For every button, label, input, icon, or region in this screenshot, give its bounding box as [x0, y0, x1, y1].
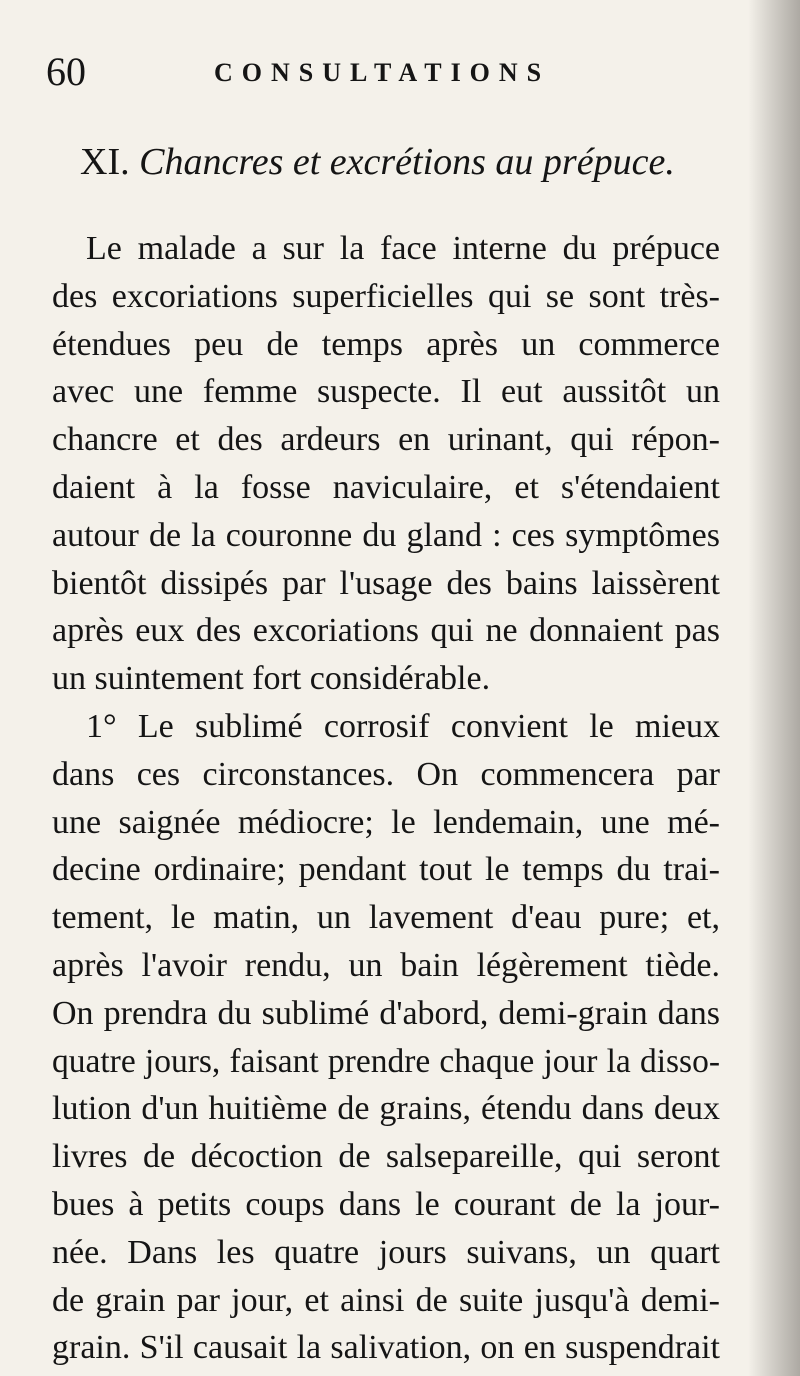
text-line: après l'avoir rendu, un bain légèrement tiède.	[52, 946, 720, 984]
page-header	[46, 44, 726, 100]
text-line: On prendra du sublimé d'abord, demi-grain dans	[52, 994, 720, 1032]
text-line: des excoriations superficielles qui se sont très-	[52, 277, 720, 315]
text-line: autour de la couronne du gland : ces symptômes	[52, 516, 720, 554]
section-number: XI.	[80, 141, 130, 183]
page-number: 60	[46, 49, 86, 94]
section-title	[80, 140, 720, 184]
text-line: étendues peu de temps après un commerce	[52, 325, 720, 363]
text-line: une saignée médiocre; le lendemain, une mé-	[52, 803, 720, 841]
text-line: grain. S'il causait la salivation, on en suspendrait	[52, 1329, 720, 1367]
section-title-text: Chancres et excrétions au prépuce.	[139, 141, 675, 183]
text-line: chancre et des ardeurs en urinant, qui répon-	[52, 421, 720, 459]
running-head: CONSULTATIONS	[214, 58, 551, 87]
text-line: quatre jours, faisant prendre chaque jour la disso-	[52, 1042, 720, 1080]
text-line: livres de décoction de salsepareille, qui seront	[52, 1138, 720, 1176]
page-binding-shadow	[748, 0, 800, 1376]
text-line: daient à la fosse naviculaire, et s'étendaient	[52, 468, 720, 506]
text-line: tement, le matin, un lavement d'eau pure; et,	[52, 899, 720, 937]
text-line: née. Dans les quatre jours suivans, un quart	[52, 1233, 720, 1271]
body-text	[52, 225, 720, 1372]
text-line: avec une femme suspecte. Il eut aussitôt un	[52, 373, 720, 411]
text-line: bientôt dissipés par l'usage des bains laissèrent	[52, 564, 720, 602]
text-line: 1° Le sublimé corrosif convient le mieux	[86, 707, 720, 745]
text-line: un suintement fort considérable.	[52, 660, 491, 698]
text-line: dans ces circonstances. On commencera par	[52, 755, 720, 793]
text-line: après eux des excoriations qui ne donnaient pas	[52, 612, 720, 650]
text-line: decine ordinaire; pendant tout le temps du trai-	[52, 851, 720, 889]
text-line: de grain par jour, et ainsi de suite jusqu'à demi-	[52, 1281, 720, 1319]
text-line: bues à petits coups dans le courant de la jour-	[52, 1185, 720, 1223]
text-line: Le malade a sur la face interne du prépuce	[86, 230, 720, 267]
text-line: lution d'un huitième de grains, étendu dans deux	[52, 1090, 720, 1128]
